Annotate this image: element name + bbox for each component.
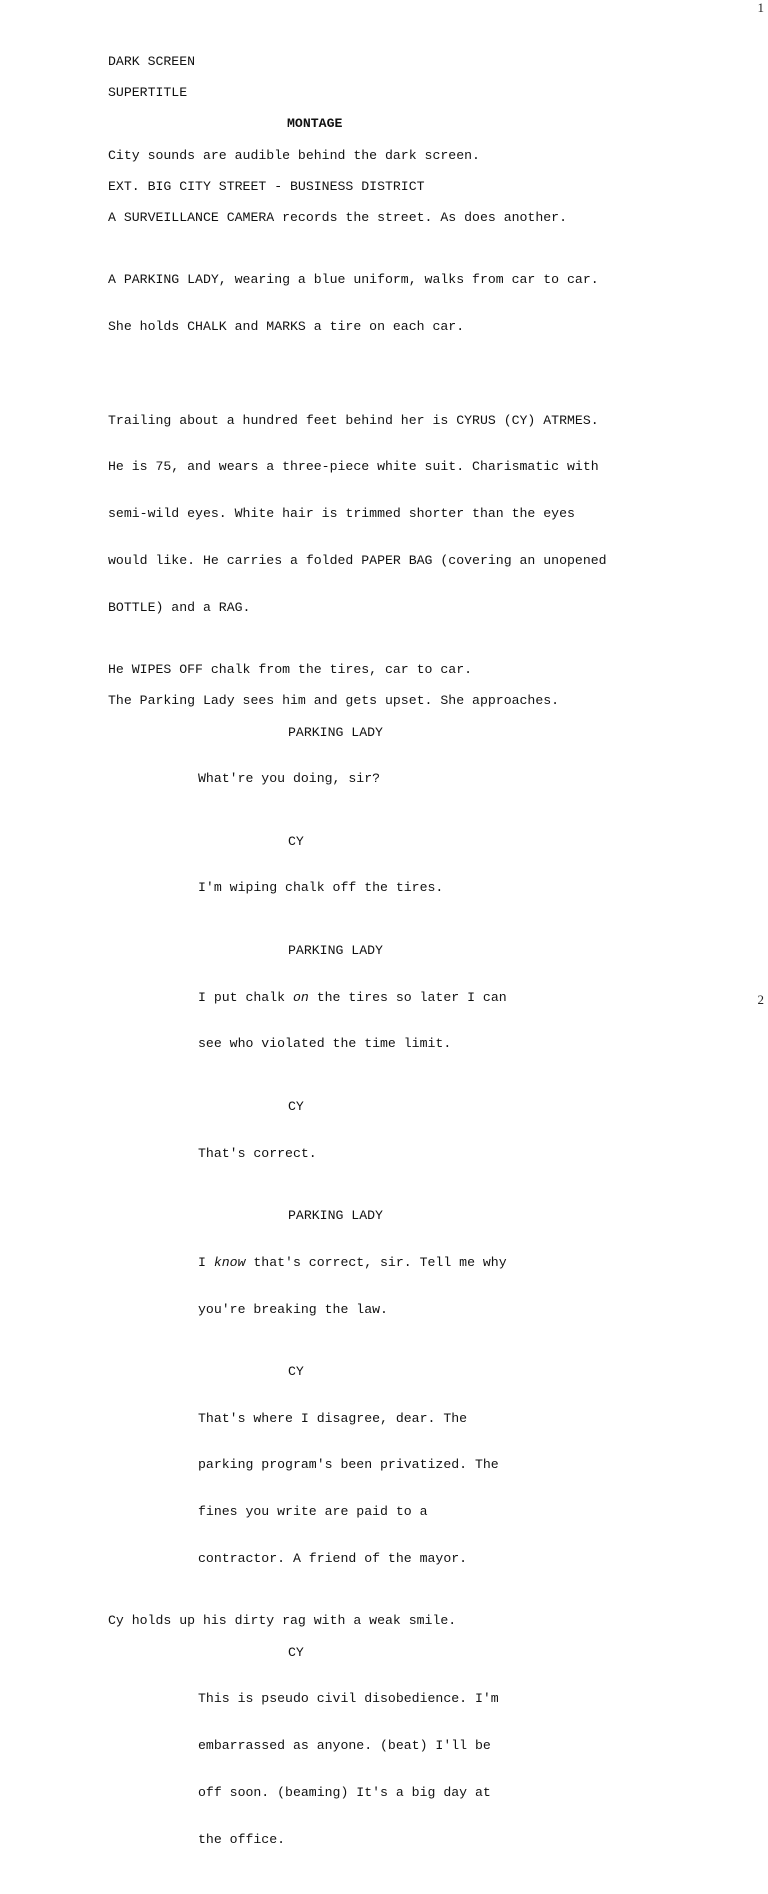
dialogue-text: that's correct, sir. Tell me why [245,1254,507,1270]
dialogue-line: What're you doing, sir? [198,771,381,787]
action-surveillance: A SURVEILLANCE CAMERA records the street. As does another. [108,209,567,225]
dialogue-line [198,1255,548,1271]
page-number-top: 1 [757,0,764,15]
dialogue [198,958,548,1083]
dialogue [198,1224,548,1349]
screenplay-page [0,54,768,1894]
emphasis-text: know [213,1254,246,1270]
character-cue: PARKING LADY [288,942,383,958]
dialogue-line: That's where I disagree, dear. The [198,1410,468,1426]
emphasis-text: on [292,989,309,1005]
dialogue-line [198,990,548,1006]
action-line: BOTTLE) and a RAG. [108,599,251,615]
dialogue-line: That's correct. [198,1145,317,1161]
action-wipes-off: He WIPES OFF chalk from the tires, car to car. [108,662,473,678]
action-approaches: The Parking Lady sees him and gets upset. She approaches. [108,693,560,709]
character-cue: CY [288,1098,304,1114]
dialogue-text: I [198,1254,214,1270]
scene-heading: EXT. BIG CITY STREET - BUSINESS DISTRICT [108,178,425,194]
character-cue: CY [288,1363,304,1379]
action-dark-screen: DARK SCREEN [108,54,196,69]
dialogue-line: This is pseudo civil disobedience. I'm [198,1691,499,1707]
action-rag-smile: Cy holds up his dirty rag with a weak smile. [108,1613,457,1629]
dialogue [198,1114,548,1192]
dialogue-line: parking program's been privatized. The [198,1457,499,1473]
dialogue-line: see who violated the time limit. [198,1036,452,1052]
action-cyrus-intro [108,381,668,646]
dialogue [198,1660,548,1878]
dialogue [198,849,548,927]
page-number-bottom: 2 [757,992,764,1007]
dialogue-line: the office. [198,1831,286,1847]
dialogue-line: embarrassed as anyone. (beat) I'll be [198,1738,491,1754]
action-line: semi-wild eyes. White hair is trimmed shorter than the eyes [108,506,575,522]
dialogue [198,1379,548,1597]
action-line: A PARKING LADY, wearing a blue uniform, walks from car to car. [108,272,599,288]
dialogue-text: I put chalk [198,989,293,1005]
dialogue [198,740,548,818]
dialogue-line: you're breaking the law. [198,1301,388,1317]
action-line: Trailing about a hundred feet behind her is CYRUS (CY) ATRMES. [108,412,599,428]
dialogue-line: off soon. (beaming) It's a big day at [198,1784,491,1800]
character-cue: CY [288,1644,304,1660]
action-parking-lady [108,241,668,366]
action-line: He is 75, and wears a three-piece white suit. Charismatic with [108,459,599,475]
action-line: She holds CHALK and MARKS a tire on each car. [108,319,465,335]
action-line: would like. He carries a folded PAPER BAG (covering an unopened [108,553,607,568]
character-cue: PARKING LADY [288,1207,383,1223]
dialogue-line: I'm wiping chalk off the tires. [198,880,444,896]
dialogue-line: contractor. A friend of the mayor. [198,1551,468,1566]
dialogue-line: fines you write are paid to a [198,1504,428,1520]
montage-heading: MONTAGE [287,116,343,132]
dialogue-text: the tires so later I can [308,989,507,1005]
character-cue: CY [288,833,304,849]
character-cue: PARKING LADY [288,724,383,740]
action-supertitle: SUPERTITLE [108,85,188,101]
action-city-sounds: City sounds are audible behind the dark screen. [108,147,480,163]
